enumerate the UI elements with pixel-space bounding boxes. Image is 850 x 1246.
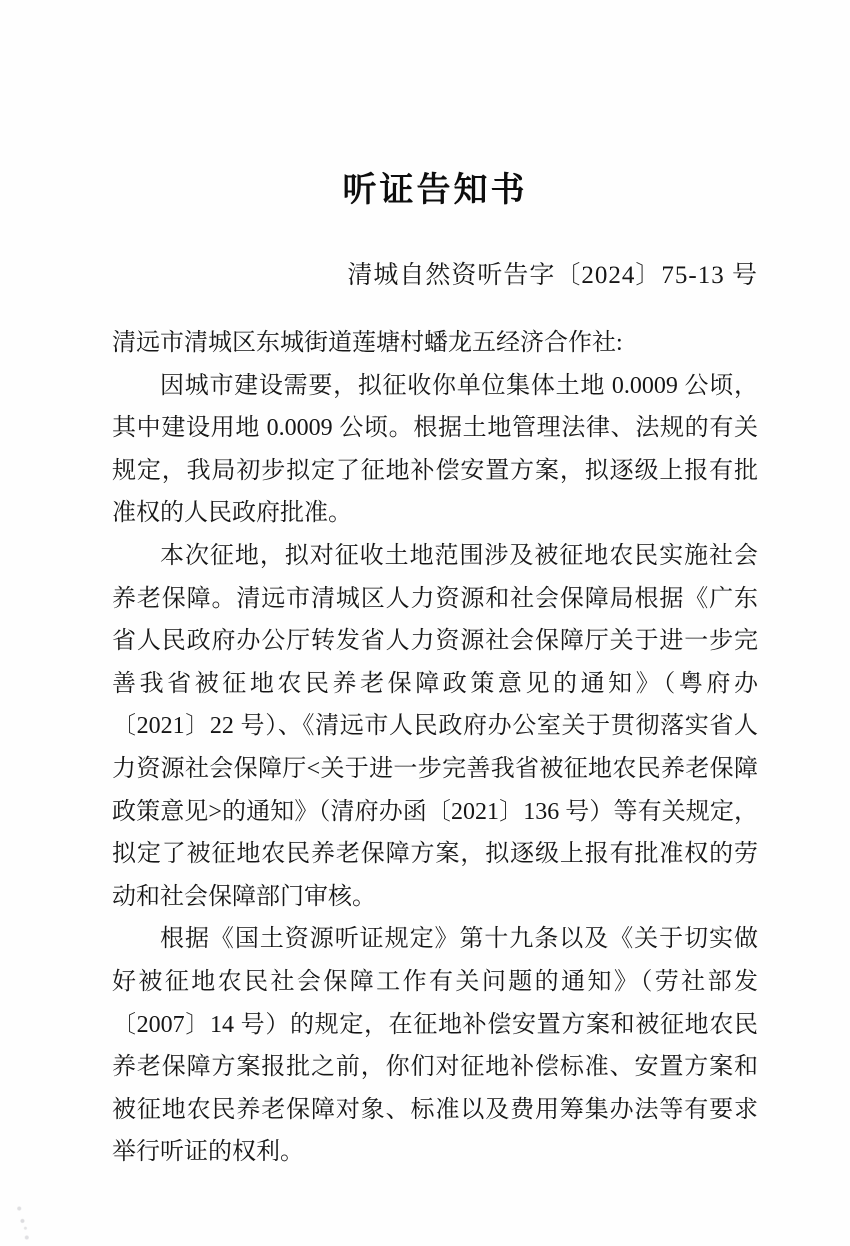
document-content <box>112 0 758 1174</box>
document-title: 听证告知书 <box>342 171 528 209</box>
paragraph-pension-scheme: 本次征地，拟对征收土地范围涉及被征地农民实施社会养老保障。清远市清城区人力资源和社会保障局根据《广东省人民政府办公厅转发省人力资源社会保障厅关于进一步完善我省被征地农民养老保障政策意见的通知》（粤府办〔2021〕22 号）、《清远市人民政府办公室关于贯彻落实省人力资源社会保障厅<关于进一步完善我省被征地农民养老保障政策意见>的通知》（清府办函〔2021〕136 号）等有关规定，拟定了被征地农民养老保障方案，拟逐级上报有批准权的劳动和社会保障部门审核。 <box>112 542 758 910</box>
document-number: 清城自然资听告字〔2024〕75-13 号 <box>347 262 758 289</box>
paragraph-hearing-rights: 根据《国土资源听证规定》第十九条以及《关于切实做好被征地农民社会保障工作有关问题的通知》（劳社部发〔2007〕14 号）的规定，在征地补偿安置方案和被征地农民养老保障方案报批之前，你们对征地补偿标准、安置方案和被征地农民养老保障对象、标准以及费用筹集办法等有要求举行听证的权利。 <box>112 926 758 1166</box>
paragraph-land-requisition: 因城市建设需要，拟征收你单位集体土地 0.0009 公顷，其中建设用地 0.0009 公顷。根据土地管理法律、法规的有关规定，我局初步拟定了征地补偿安置方案，拟逐级上报有批准权的人民政府批准。 <box>112 372 758 527</box>
addressee-line: 清远市清城区东城街道莲塘村蟠龙五经济合作社: <box>112 330 623 356</box>
scan-artifact <box>2 1202 45 1243</box>
document-body <box>112 322 758 1174</box>
